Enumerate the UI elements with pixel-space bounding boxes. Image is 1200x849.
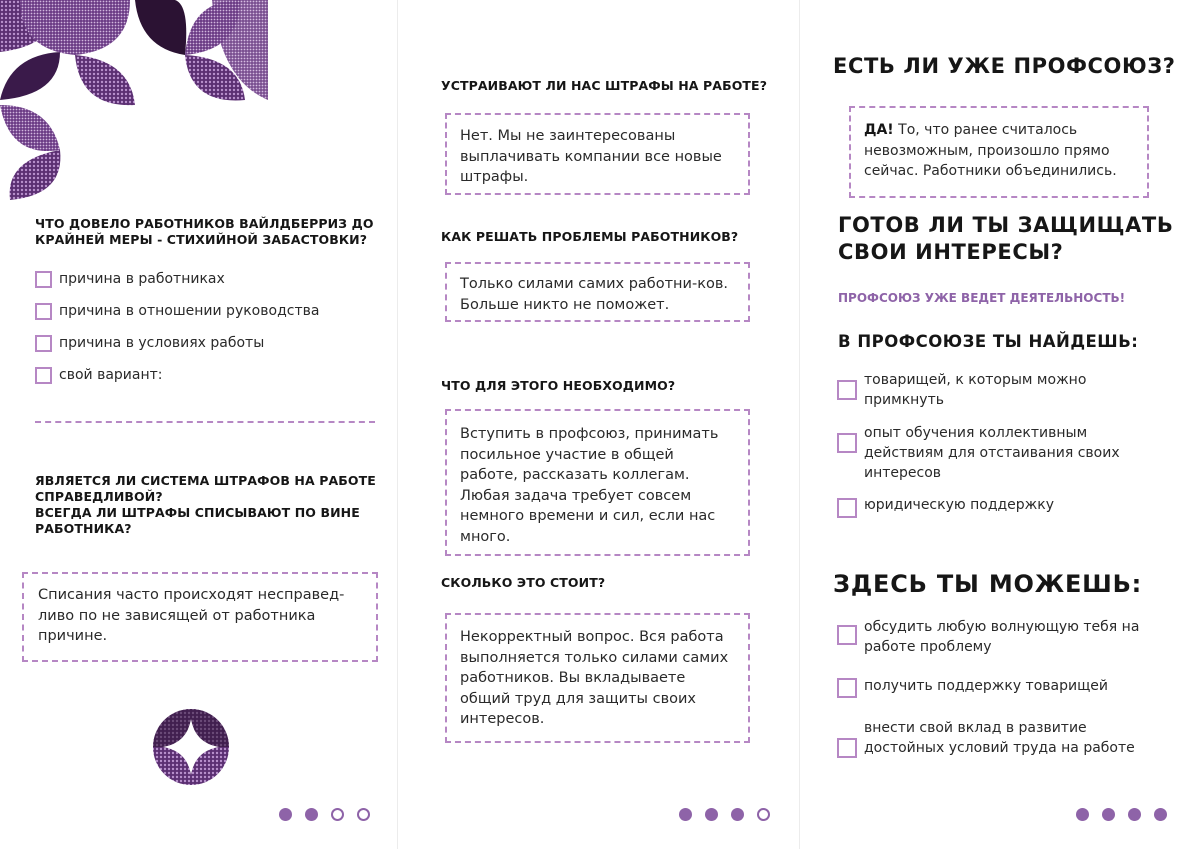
answer-box-yes: [849, 106, 1149, 198]
option-item[interactable]: [35, 301, 375, 333]
question-what-needed: ЧТО ДЛЯ ЭТОГО НЕОБХОДИМО?: [441, 378, 676, 393]
question-cost: СКОЛЬКО ЭТО СТОИТ?: [441, 575, 606, 590]
question-fines-ok: УСТРАИВАЮТ ЛИ НАС ШТРАФЫ НА РАБОТЕ?: [441, 78, 768, 93]
page-dot-active: [731, 808, 744, 821]
answer-box-3: [445, 409, 750, 556]
page-dot-inactive: [757, 808, 770, 821]
answer-text: Списания часто происходят несправед-ливо по не зависящей от работника причине.: [38, 587, 345, 644]
answer-text: [864, 120, 1134, 182]
page-indicator: [679, 808, 770, 821]
page-dot-active: [679, 808, 692, 821]
find-item[interactable]: [837, 495, 1157, 535]
answer-text: Только силами самих работни-ков. Больше никто не поможет.: [460, 276, 728, 313]
can-item[interactable]: [837, 676, 1157, 718]
find-item-label: юридическую поддержку: [864, 497, 1055, 513]
title-you-can: ЗДЕСЬ ТЫ МОЖЕШЬ:: [833, 570, 1143, 598]
find-item[interactable]: [837, 370, 1157, 423]
checkbox[interactable]: [837, 433, 857, 453]
panel-middle: [397, 0, 800, 849]
panel-left: [0, 0, 397, 849]
option-item[interactable]: [35, 333, 375, 365]
title-defend-interests: ГОТОВ ЛИ ТЫ ЗАЩИЩАТЬ СВОИ ИНТЕРЕСЫ?: [838, 213, 1174, 264]
checkbox[interactable]: [35, 303, 52, 320]
checkbox[interactable]: [837, 625, 857, 645]
yes-label: ДА!: [864, 122, 894, 138]
answer-text: Нет. Мы не заинтересованы выплачивать компании все новые штрафы.: [460, 128, 722, 185]
page-dot-active: [705, 808, 718, 821]
checkbox[interactable]: [837, 498, 857, 518]
page-dot-active: [1102, 808, 1115, 821]
answer-text: Вступить в профсоюз, принимать посильное участие в общей работе, рассказать коллегам. Любая задача требует совсем немного времени и сил, если нас много.: [460, 426, 719, 545]
can-item[interactable]: [837, 718, 1157, 780]
checkbox[interactable]: [35, 271, 52, 288]
option-label: причина в условиях работы: [59, 335, 265, 351]
answer-box-fines: [22, 572, 378, 662]
accent-union-active: ПРОФСОЮЗ УЖЕ ВЕДЕТ ДЕЯТЕЛЬНОСТЬ!: [838, 291, 1126, 305]
page-dot-active: [305, 808, 318, 821]
answer-box-1: [445, 113, 750, 195]
can-item-label: внести свой вклад в развитие достойных условий труда на работе: [864, 720, 1135, 756]
option-label: причина в работниках: [59, 271, 225, 287]
option-item[interactable]: [35, 365, 375, 397]
checkbox[interactable]: [35, 367, 52, 384]
checkbox[interactable]: [35, 335, 52, 352]
page-dot-active: [279, 808, 292, 821]
question-fines: [35, 473, 385, 537]
decorative-petal-pattern: [0, 0, 270, 210]
page-indicator: [279, 808, 370, 821]
question-fines-line2: ВСЕГДА ЛИ ШТРАФЫ СПИСЫВАЮТ ПО ВИНЕ РАБОТНИКА?: [35, 505, 360, 536]
option-label: свой вариант:: [59, 367, 163, 383]
page-dot-inactive: [357, 808, 370, 821]
page-dot-active: [1128, 808, 1141, 821]
answer-line: [35, 421, 375, 423]
answer-text: Некорректный вопрос. Вся работа выполняется только силами самих работников. Вы вкладываете общий труд для защиты своих интересов.: [460, 629, 729, 727]
page-dot-active: [1076, 808, 1089, 821]
question-strike-cause: ЧТО ДОВЕЛО РАБОТНИКОВ ВАЙЛДБЕРРИЗ ДО КРАЙНЕЙ МЕРЫ - СТИХИЙНОЙ ЗАБАСТОВКИ?: [35, 216, 374, 247]
option-item[interactable]: [35, 269, 375, 301]
answer-box-4: [445, 613, 750, 743]
option-label: причина в отношении руководства: [59, 303, 320, 319]
find-item[interactable]: [837, 423, 1157, 495]
checkbox[interactable]: [837, 738, 857, 758]
find-item-label: опыт обучения коллективным действиям для отстаивания своих интересов: [864, 425, 1120, 481]
find-item-label: товарищей, к которым можно примкнуть: [864, 372, 1087, 408]
title-union-exists: ЕСТЬ ЛИ УЖЕ ПРОФСОЮЗ?: [833, 54, 1176, 78]
can-item-label: обсудить любую волнующую тебя на работе проблему: [864, 619, 1140, 655]
panel-right: [799, 0, 1200, 849]
star-logo-icon: [151, 707, 231, 787]
checkbox[interactable]: [837, 380, 857, 400]
yes-text: То, что ранее считалось невозможным, произошло прямо сейчас. Работники объединились.: [864, 122, 1117, 179]
page-dot-active: [1154, 808, 1167, 821]
find-list: [837, 370, 1157, 535]
title-find-in-union: В ПРОФСОЮЗЕ ТЫ НАЙДЕШЬ:: [838, 332, 1139, 351]
can-item-label: получить поддержку товарищей: [864, 678, 1108, 694]
answer-box-2: [445, 262, 750, 322]
can-list: [837, 617, 1157, 780]
checkbox[interactable]: [837, 678, 857, 698]
page-dot-inactive: [331, 808, 344, 821]
can-item[interactable]: [837, 617, 1157, 676]
question-solve-problems: КАК РЕШАТЬ ПРОБЛЕМЫ РАБОТНИКОВ?: [441, 229, 739, 244]
options-list: [35, 269, 375, 397]
question-fines-line1: ЯВЛЯЕТСЯ ЛИ СИСТЕМА ШТРАФОВ НА РАБОТЕ СПРАВЕДЛИВОЙ?: [35, 473, 376, 504]
page-indicator: [1076, 808, 1167, 821]
